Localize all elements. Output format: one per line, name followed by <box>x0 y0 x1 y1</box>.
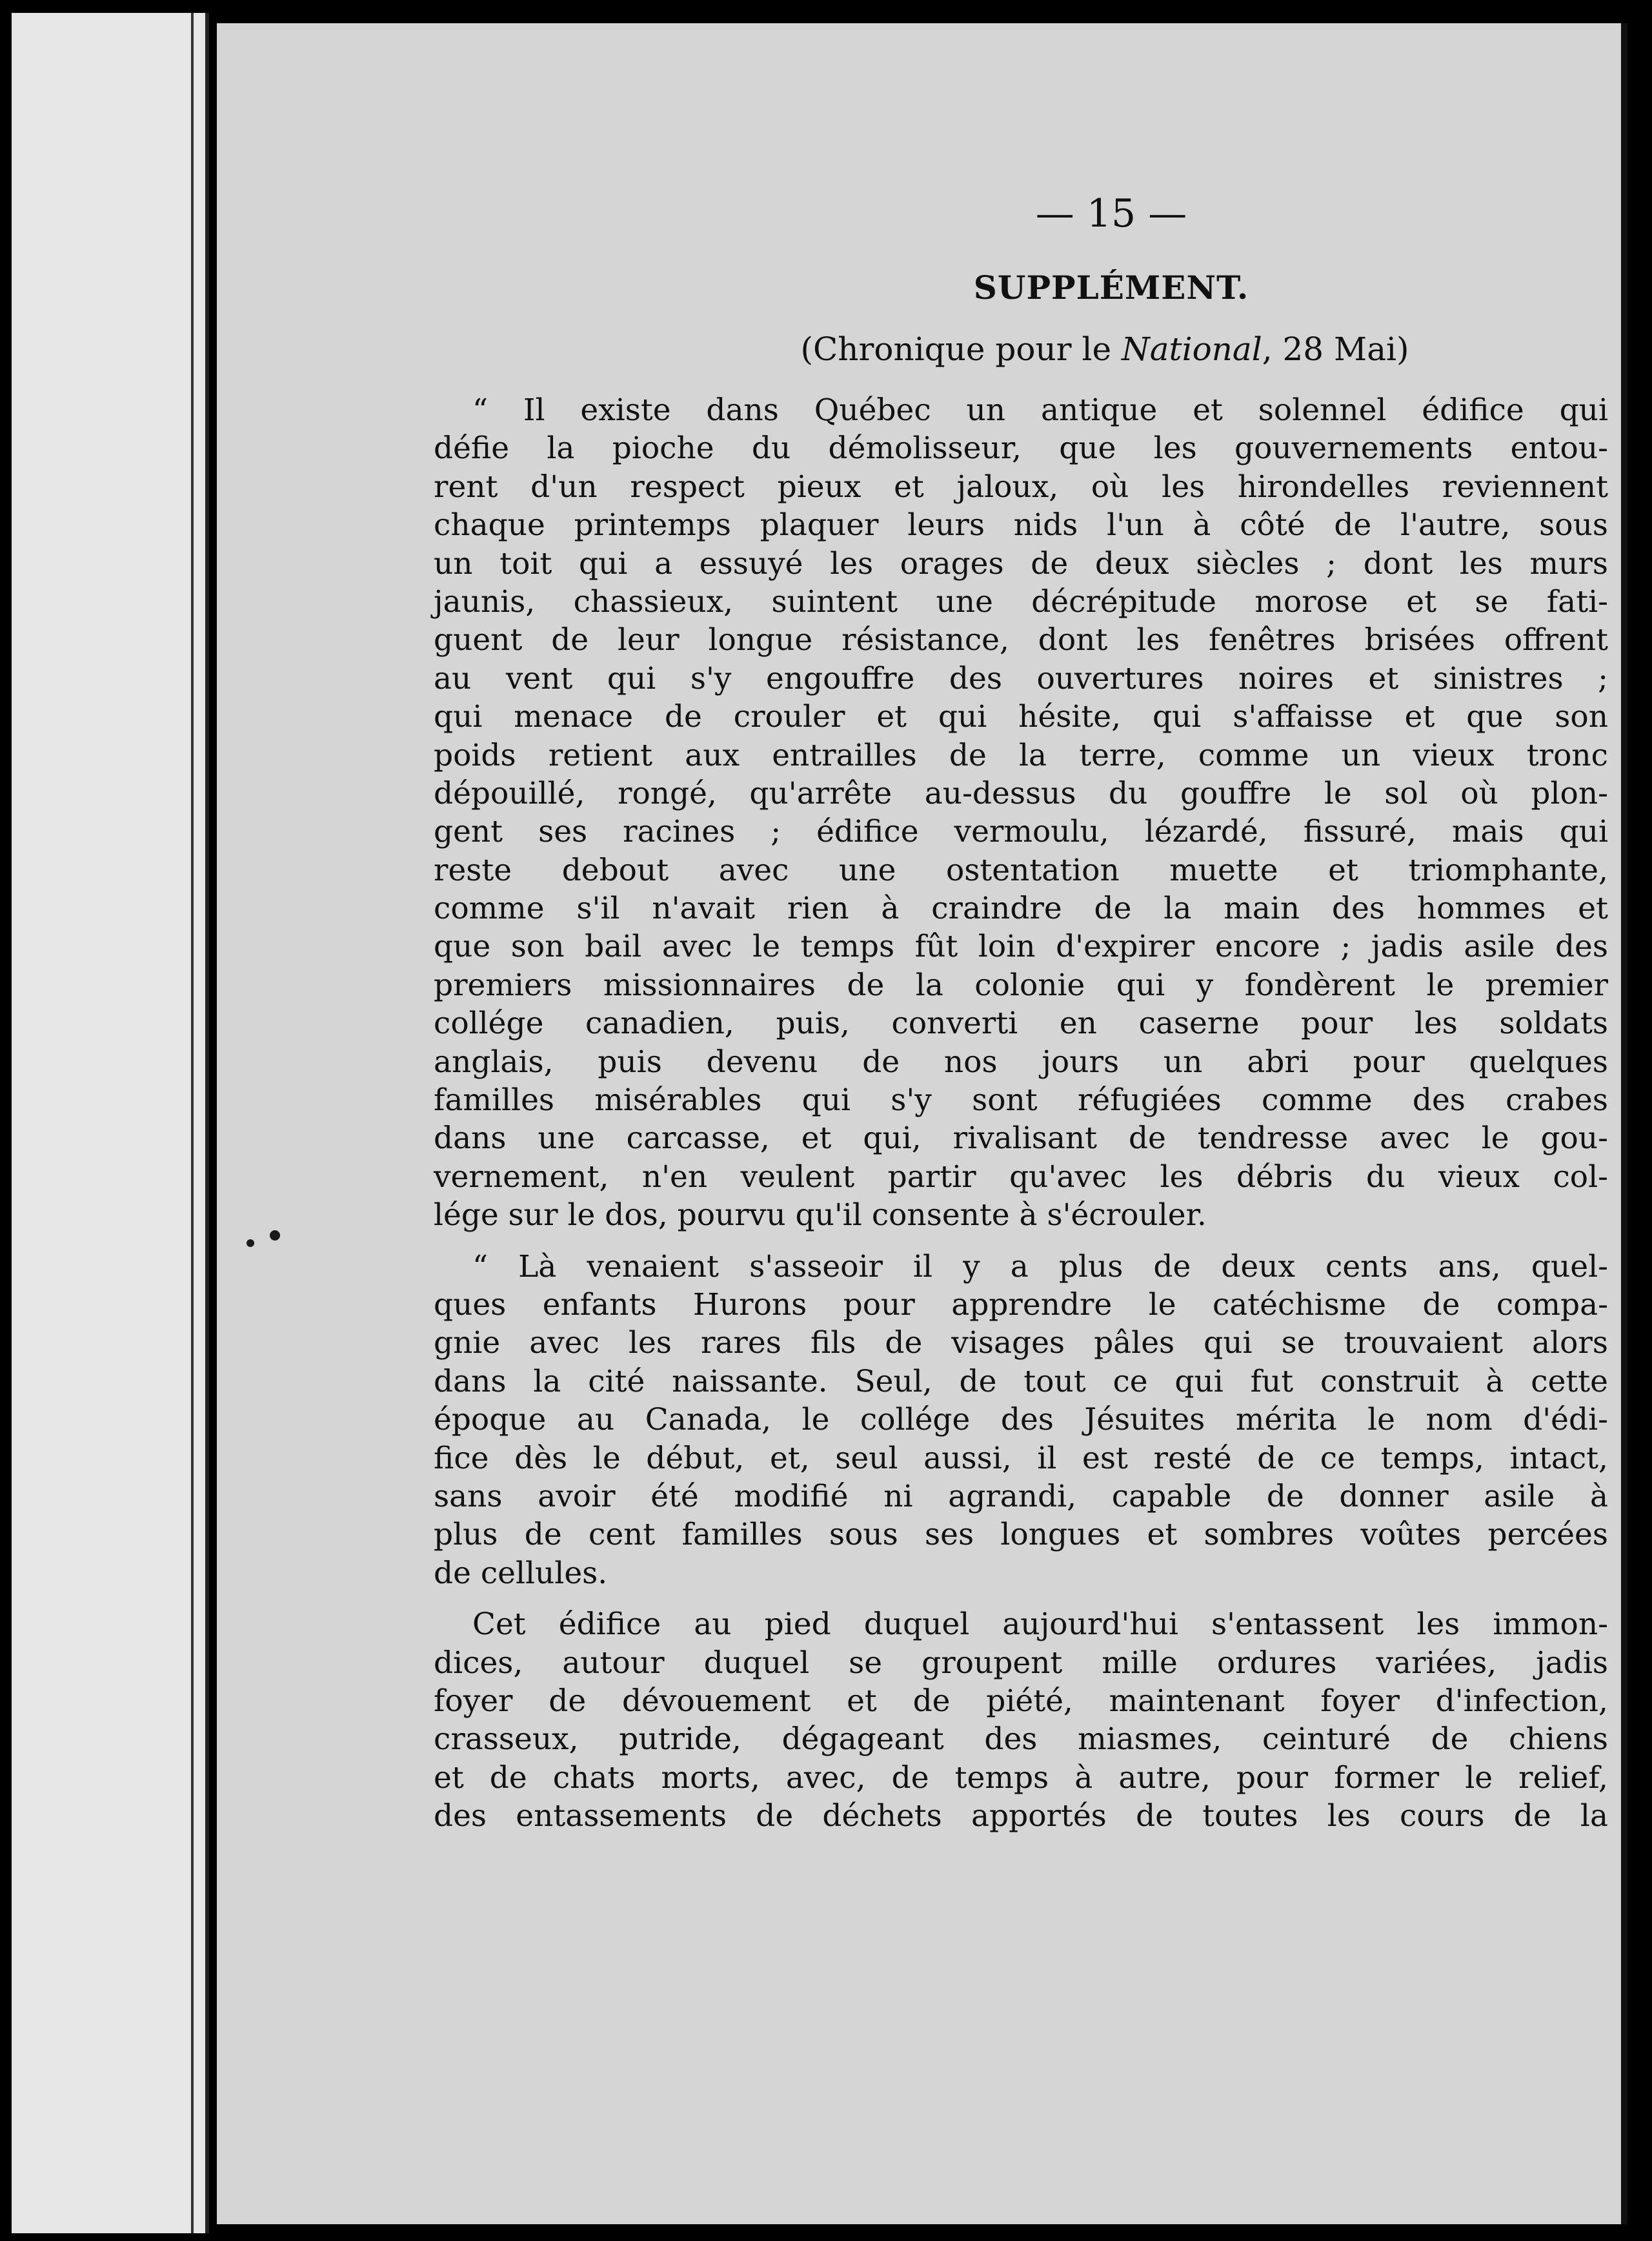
section-title: SUPPLÉMENT. <box>973 269 1249 307</box>
text-line: dans une carcasse, et qui, rivalisant de tendresse avec le gou- <box>434 1120 1608 1157</box>
text-line: et de chats morts, avec, de temps à autre, pour former le relief, <box>434 1759 1608 1796</box>
text-line: rent d'un respect pieux et jaloux, où les hirondelles reviennent <box>434 469 1608 505</box>
text-line: comme s'il n'avait rien à craindre de la main des hommes et <box>434 891 1608 927</box>
text-line: gent ses racines ; édifice vermoulu, lézardé, fissuré, mais qui <box>434 814 1608 850</box>
text-line: foyer de dévouement et de piété, maintenant foyer d'infection, <box>434 1683 1608 1719</box>
text-line: de cellules. <box>434 1555 608 1591</box>
text-line: Cet édifice au pied duquel aujourd'hui s'entassent les immon- <box>472 1607 1608 1643</box>
text-line: qui menace de crouler et qui hésite, qui s'affaisse et que son <box>434 699 1608 735</box>
text-line: sans avoir été modifié ni agrandi, capable de donner asile à <box>434 1478 1608 1514</box>
subtitle-newspaper-name: National <box>1121 330 1262 368</box>
text-line: gnie avec les rares fils de visages pâles qui se trouvaient alors <box>434 1325 1608 1361</box>
text-line: dans la cité naissante. Seul, de tout ce qui fut construit à cette <box>434 1363 1608 1399</box>
paragraph-3 <box>434 1605 1608 1835</box>
subtitle-before: (Chronique pour le <box>800 330 1122 368</box>
text-line: dices, autour duquel se groupent mille ordures variées, jadis <box>434 1645 1608 1681</box>
paragraph-2 <box>434 1248 1608 1593</box>
text-line: jaunis, chassieux, suintent une décrépitude morose et se fati- <box>434 583 1608 620</box>
page-number: — 15 — <box>1035 191 1187 236</box>
subtitle-after: , 28 Mai) <box>1262 330 1409 368</box>
text-line: lége sur le dos, pourvu qu'il consente à s'écrouler. <box>434 1197 1207 1233</box>
text-line: “ Il existe dans Québec un antique et solennel édifice qui <box>472 392 1608 428</box>
text-line: dépouillé, rongé, qu'arrête au-dessus du gouffre le sol où plon- <box>434 775 1608 811</box>
text-line: défie la pioche du démolisseur, que les gouvernements entou- <box>434 431 1608 467</box>
text-line: “ Là venaient s'asseoir il y a plus de deux cents ans, quel- <box>472 1248 1608 1284</box>
text-line: plus de cent familles sous ses longues et sombres voûtes percées <box>434 1517 1608 1553</box>
text-block <box>434 185 1608 1835</box>
text-line: que son bail avec le temps fût loin d'expirer encore ; jadis asile des <box>434 929 1608 965</box>
text-line: collége canadien, puis, converti en caserne pour les soldats <box>434 1006 1608 1042</box>
text-line: époque au Canada, le collége des Jésuites mérita le nom d'édi- <box>434 1402 1608 1438</box>
text-line: familles misérables qui s'y sont réfugiées comme des crabes <box>434 1082 1608 1119</box>
text-line: fice dès le début, et, seul aussi, il est resté de ce temps, intact, <box>434 1440 1608 1476</box>
text-line: premiers missionnaires de la colonie qui y fondèrent le premier <box>434 967 1608 1003</box>
text-line: chaque printemps plaquer leurs nids l'un à côté de l'autre, sous <box>434 507 1608 543</box>
text-line: crasseux, putride, dégageant des miasmes, ceinturé de chiens <box>434 1721 1608 1758</box>
previous-leaf-edge <box>12 13 209 2233</box>
text-line: reste debout avec une ostentation muette et triomphante, <box>434 852 1608 888</box>
text-line: poids retient aux entrailles de la terre, comme un vieux tronc <box>434 737 1608 773</box>
text-line: un toit qui a essuyé les orages de deux siècles ; dont les murs <box>434 545 1608 582</box>
text-line: ques enfants Hurons pour apprendre le catéchisme de compa- <box>434 1286 1608 1323</box>
binding-shadow <box>191 13 194 2233</box>
ink-speck <box>270 1230 280 1241</box>
text-line: anglais, puis devenu de nos jours un abri pour quelques <box>434 1044 1608 1080</box>
subtitle <box>601 320 1608 378</box>
text-line: guent de leur longue résistance, dont les fenêtres brisées offrent <box>434 622 1608 658</box>
text-line: au vent qui s'y engouffre des ouvertures noires et sinistres ; <box>434 660 1608 696</box>
ink-speck <box>247 1239 254 1247</box>
paragraph-1 <box>434 391 1608 1235</box>
document-page <box>217 23 1627 2224</box>
text-line: des entassements de déchets apportés de toutes les cours de la <box>434 1798 1608 1834</box>
text-line: vernement, n'en veulent partir qu'avec les débris du vieux col- <box>434 1159 1608 1195</box>
